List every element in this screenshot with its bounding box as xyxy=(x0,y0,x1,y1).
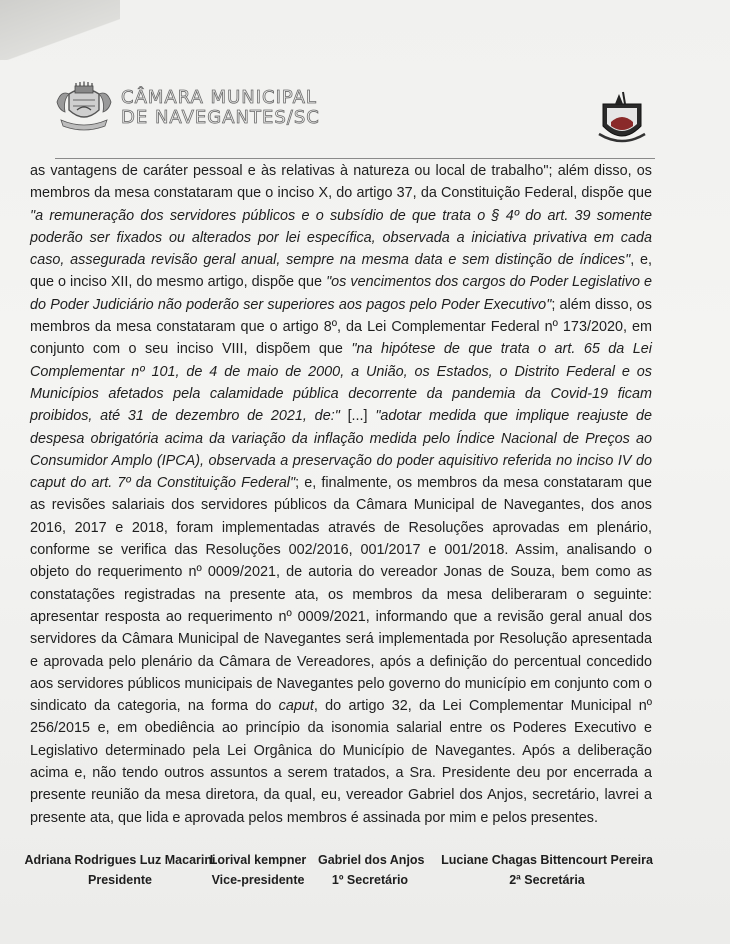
signatory-name: Lorival kempner xyxy=(209,853,307,867)
signatory-role: 2ª Secretária xyxy=(509,873,585,887)
organization-name xyxy=(121,88,320,128)
signature-block xyxy=(0,850,730,910)
page-fold-shadow xyxy=(0,0,120,60)
signatory-role: Vice-presidente xyxy=(211,873,305,887)
body-segment: ; e, finalmente, os membros da mesa constataram que as revisões salariais dos servidores públicos da Câmara Municipal de Navegantes, dos anos 2016, 2017 e 2018, foram implementadas através de Resoluções aprovadas em plenário, conforme se verifica das Resoluções 002/2016, 001/2017 e 001/2018. Assim, analisando o objeto do requerimento nº 0009/2021, de autoria do vereador Jonas de Souza, bem como as constatações registradas na presente ata, os membros da mesa deliberaram o seguinte: apresentar resposta ao requerimento nº 0009/2021, informando que a revisão geral anual dos servidores da Câmara Municipal de Navegantes será implementada por Resolução apresentada e aprovada pelo plenário da Câmara de Vereadores, após a definição do percentual concedido aos servidores públicos municipais de Navegantes pelo governo do município em conjunto com o sindicato da categoria, na forma do xyxy=(30,475,652,715)
organization-name-line1: CÂMARA MUNICIPAL xyxy=(121,87,317,108)
minutes-body-text xyxy=(30,160,652,829)
navegantes-emblem-logo xyxy=(597,90,647,148)
signatory-name: Luciane Chagas Bittencourt Pereira xyxy=(441,853,653,867)
body-italic-term: caput xyxy=(278,698,314,715)
body-segment: ; além disso, os membros da mesa constataram que o artigo 8º, da Lei Complementar Federal nº 173/2020, em conjunto com o seu inciso VIII, dispõem que xyxy=(30,296,652,358)
signature-second-secretary xyxy=(440,850,654,890)
body-quote: "a remuneração dos servidores públicos e o subsídio de que trata o § 4º do art. 39 somente poderão ser fixados ou alterados por lei específica, observada a iniciativa privativa em cada caso, assegurada revisão geral anual, sempre na mesma data e sem distinção de índices" xyxy=(30,207,652,269)
municipal-crest-logo xyxy=(55,80,113,132)
signatory-role: 1º Secretário xyxy=(331,873,409,887)
organization-name-line2: DE NAVEGANTES/SC xyxy=(121,107,320,128)
body-quote: "adotar medida que implique reajuste de despesa obrigatória acima da variação da inflação medida pelo Índice Nacional de Preços ao Consumidor Amplo (IPCA), observada a preservação do poder aquisitivo referida no inciso IV do caput do art. 7º da Constituição Federal" xyxy=(30,408,652,492)
signature-vice-president xyxy=(208,850,308,890)
body-segment: , e, que o inciso XII, do mesmo artigo, dispõe que xyxy=(30,252,652,291)
letterhead xyxy=(55,80,655,150)
body-segment: , do artigo 32, da Lei Complementar Municipal nº 256/2015 e, em obediência ao princípio da isonomia salarial entre os Poderes Executivo e Legislativo determinado pela Lei Orgânica do Município de Navegantes. Após a deliberação acima e, não tendo outros assuntos a serem tratados, a Sra. Presidente deu por encerrada a presente reunião da mesa diretora, da qual, eu, vereador Gabriel dos Anjos, secretário, lavrei a presente ata, que lida e aprovada pelos membros é assinada por mim e pelos presentes. xyxy=(30,698,652,826)
signatory-name: Adriana Rodrigues Luz Macarini xyxy=(24,853,216,867)
signature-president xyxy=(20,850,220,890)
body-quote: "na hipótese de que trata o art. 65 da Lei Complementar nº 101, de 4 de maio de 2000, a União, os Estados, o Distrito Federal e os Municípios afetados pela calamidade pública decorrente da pandemia da Covid-19 ficam proibidos, até 31 de dezembro de 2021, de:" xyxy=(30,341,652,425)
body-segment: [...] xyxy=(339,408,376,425)
signatory-name: Gabriel dos Anjos xyxy=(318,853,425,867)
body-quote: "os vencimentos dos cargos do Poder Legislativo e do Poder Judiciário não poderão ser superiores aos pagos pelo Poder Executivo" xyxy=(30,274,653,313)
signature-first-secretary xyxy=(318,850,425,890)
body-segment: as vantagens de caráter pessoal e às relativas à natureza ou local de trabalho"; além disso, os membros da mesa constataram que o inciso X, do artigo 37, da Constituição Federal, dispõe que xyxy=(30,163,652,202)
signatory-role: Presidente xyxy=(88,873,152,887)
header-divider xyxy=(55,158,655,159)
